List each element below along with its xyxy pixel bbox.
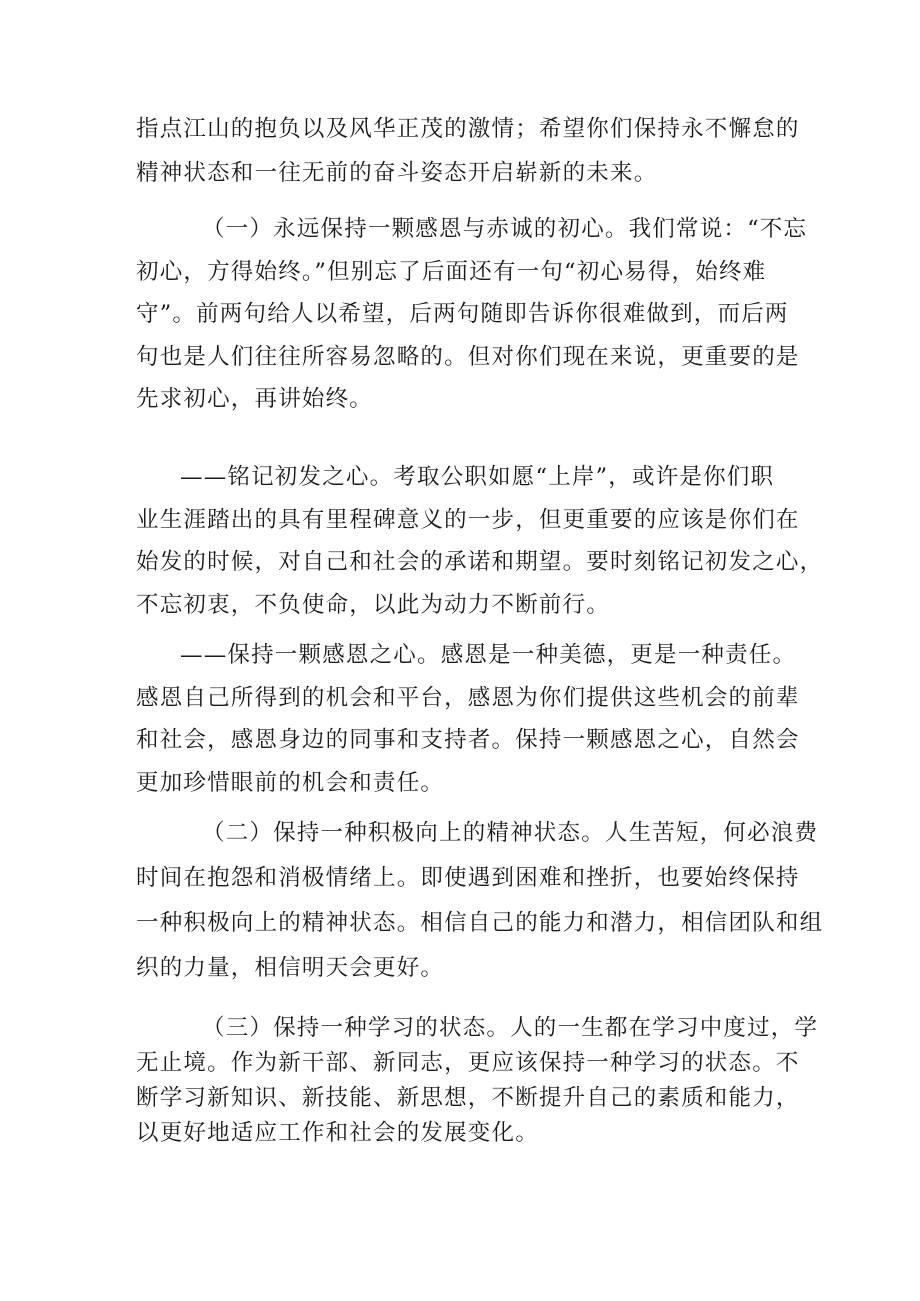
text-line: 更加珍惜眼前的机会和责任。 [136,769,445,796]
paragraph-remember-original-heart [136,456,824,626]
text-line: （三）保持一种学习的状态。人的一生都在学习中度过，学 [202,1015,819,1041]
text-line: 指点江山的抱负以及风华正茂的激情；希望你们保持永不懈怠的 [136,116,800,142]
text-line: 句也是人们往往所容易忽略的。但对你们现在来说，更重要的是 [136,343,800,370]
text-line: 守”。前两句给人以希望，后两句随即告诉你很难做到，而后两 [136,301,789,327]
paragraph-section-three [136,1011,819,1151]
text-line: 和社会，感恩身边的同事和支持者。保持一颗感恩之心，自然会 [136,727,800,753]
text-line: ——铭记初发之心。考取公职如愿“上岸”，或许是你们职 [180,464,775,490]
paragraph-section-one [136,208,808,421]
text-line: （一）永远保持一颗感恩与赤诚的初心。我们常说：“不忘 [202,216,808,242]
text-line: 感恩自己所得到的机会和平台，感恩为你们提供这些机会的前辈 [136,684,800,711]
text-line: （二）保持一种积极向上的精神状态。人生苦短，何必浪费 [202,820,819,846]
text-line: 一种积极向上的精神状态。相信自己的能力和潜力，相信团队和组 [136,910,824,936]
text-line: 以更好地适应工作和社会的发展变化。 [136,1120,539,1146]
text-line: 不忘初衷，不负使命，以此为动力不断前行。 [136,591,611,618]
text-line: 业生涯踏出的具有里程碑意义的一步，但更重要的应该是你们在 [136,506,800,533]
text-line: 断学习新知识、新技能、新思想，不断提升自己的素质和能力， [136,1085,800,1111]
text-line: 无止境。作为新干部、新同志，更应该保持一种学习的状态。不 [136,1050,800,1076]
text-line: 初心，方得始终。”但别忘了后面还有一句“初心易得，始终难 [136,258,767,285]
paragraph-continuation [136,107,800,195]
text-line: ——保持一颗感恩之心。感恩是一种美德，更是一种责任。 [180,642,797,668]
text-line: 精神状态和一往无前的奋斗姿态开启崭新的未来。 [136,160,658,186]
text-line: 先求初心，再讲始终。 [136,386,374,412]
paragraph-section-two [136,811,824,991]
text-line: 时间在抱怨和消极情绪上。即使遇到困难和挫折，也要始终保持 [136,865,800,891]
text-line: 织的力量，相信明天会更好。 [136,955,445,981]
paragraph-grateful-heart [136,634,800,804]
text-line: 始发的时候，对自己和社会的承诺和期望。要时刻铭记初发之心， [136,549,824,575]
